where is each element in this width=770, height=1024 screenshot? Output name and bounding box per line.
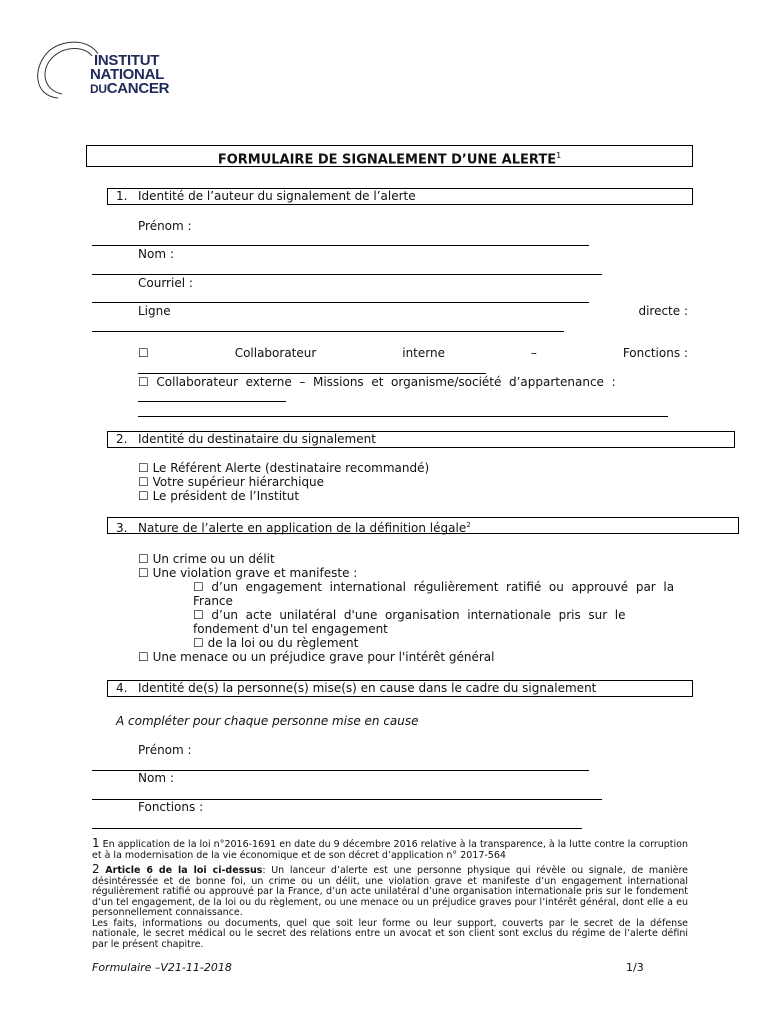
sub-option-engagement-cont: France	[193, 594, 233, 608]
ligne-directe-field[interactable]	[92, 331, 564, 332]
section-4-header: 4. Identité de(s) la personne(s) mise(s) en cause dans le cadre du signalement	[107, 680, 693, 697]
footnote-1: 1 En application de la loi n°2016-1691 en date du 9 décembre 2016 relative à la transparence, à la lutte contre la corruption et à la modernisation de la vie économique et de son décret d’application n° 2017-564	[92, 836, 688, 861]
prenom-field[interactable]	[92, 245, 589, 246]
section-4-note: A compléter pour chaque personne mise en cause	[116, 714, 419, 728]
sub-option-engagement[interactable]: ☐ d’un engagement international régulièrement ratifié ou approuvé par la	[193, 580, 675, 594]
fonctions-field[interactable]	[138, 373, 486, 374]
section-2-header: 2. Identité du destinataire du signalement	[107, 431, 735, 448]
mise-en-cause-fonctions-field[interactable]	[92, 828, 582, 829]
footnote-2: 2 Article 6 de la loi ci-dessus: Un lanceur d’alerte est une personne physique qui révèle ou signale, de manière désintéressée et de bonne foi, un crime ou un délit, une violation grave et manifeste d’un engagement international régulièrement ratifié ou approuvé par la France, d’un acte unilatéral d’une organisation internationale pris sur le fondement d’un tel engagement, de la loi ou du règlement, ou une menace ou un préjudice graves pour l’intérêt général, dont elle a eu personnellement connaissance. Les faits, informations ou documents, quel que soit leur forme ou leur support, couverts par le secret de la défense nationale, le secret médical ou le secret des relations entre un avocat et son client sont exclus du régime de l’alerte défini par le présent chapitre.	[92, 862, 688, 950]
mise-en-cause-prenom-label: Prénom :	[138, 743, 192, 757]
collaborateur-externe-option[interactable]: ☐ Collaborateur externe – Missions et organisme/société d’appartenance :	[138, 375, 616, 389]
missions-field[interactable]	[138, 401, 286, 402]
option-president[interactable]: ☐ Le président de l’Institut	[138, 489, 300, 503]
mise-en-cause-fonctions-label: Fonctions :	[138, 800, 204, 814]
nature-options	[138, 552, 688, 664]
nom-field[interactable]	[92, 274, 602, 275]
logo-swoosh-icon	[28, 36, 98, 116]
ligne-directe-label: Ligne directe :	[138, 304, 688, 318]
page-title: FORMULAIRE DE SIGNALEMENT D’UNE ALERTE$^1$	[86, 145, 693, 167]
section-3-header: 3. Nature de l’alerte en application de la définition légale$^2$	[107, 517, 739, 534]
option-violation-grave[interactable]: ☐ Une violation grave et manifeste :	[138, 566, 358, 580]
collaborateur-interne-option[interactable]: ☐ Collaborateur interne – Fonctions :	[138, 346, 688, 360]
mise-en-cause-nom-label: Nom :	[138, 771, 174, 785]
sub-option-acte-unilateral-cont: fondement d'un tel engagement	[193, 622, 388, 636]
logo-text: INSTITUT NATIONAL DUCANCER	[90, 52, 170, 97]
option-superieur[interactable]: ☐ Votre supérieur hiérarchique	[138, 475, 325, 489]
option-crime-delit[interactable]: ☐ Un crime ou un délit	[138, 552, 275, 566]
institut-logo	[28, 36, 208, 116]
courriel-label: Courriel :	[138, 276, 193, 290]
missions-field-2[interactable]	[138, 416, 668, 417]
nom-label: Nom :	[138, 247, 174, 261]
option-referent-alerte[interactable]: ☐ Le Référent Alerte (destinataire recommandé)	[138, 461, 430, 475]
option-menace[interactable]: ☐ Une menace ou un préjudice grave pour l'intérêt général	[138, 650, 495, 664]
form-version: Formulaire –V21-11-2018	[92, 961, 232, 974]
prenom-label: Prénom :	[138, 219, 192, 233]
section-1-header: 1. Identité de l’auteur du signalement de l’alerte	[107, 188, 693, 205]
destinataire-options	[138, 461, 429, 503]
sub-option-acte-unilateral[interactable]: ☐ d’un acte unilatéral d'une organisation internationale pris sur le	[193, 608, 626, 622]
page-number: 1/3	[626, 961, 644, 974]
sub-option-loi[interactable]: ☐ de la loi ou du règlement	[193, 636, 359, 650]
courriel-field[interactable]	[92, 302, 589, 303]
